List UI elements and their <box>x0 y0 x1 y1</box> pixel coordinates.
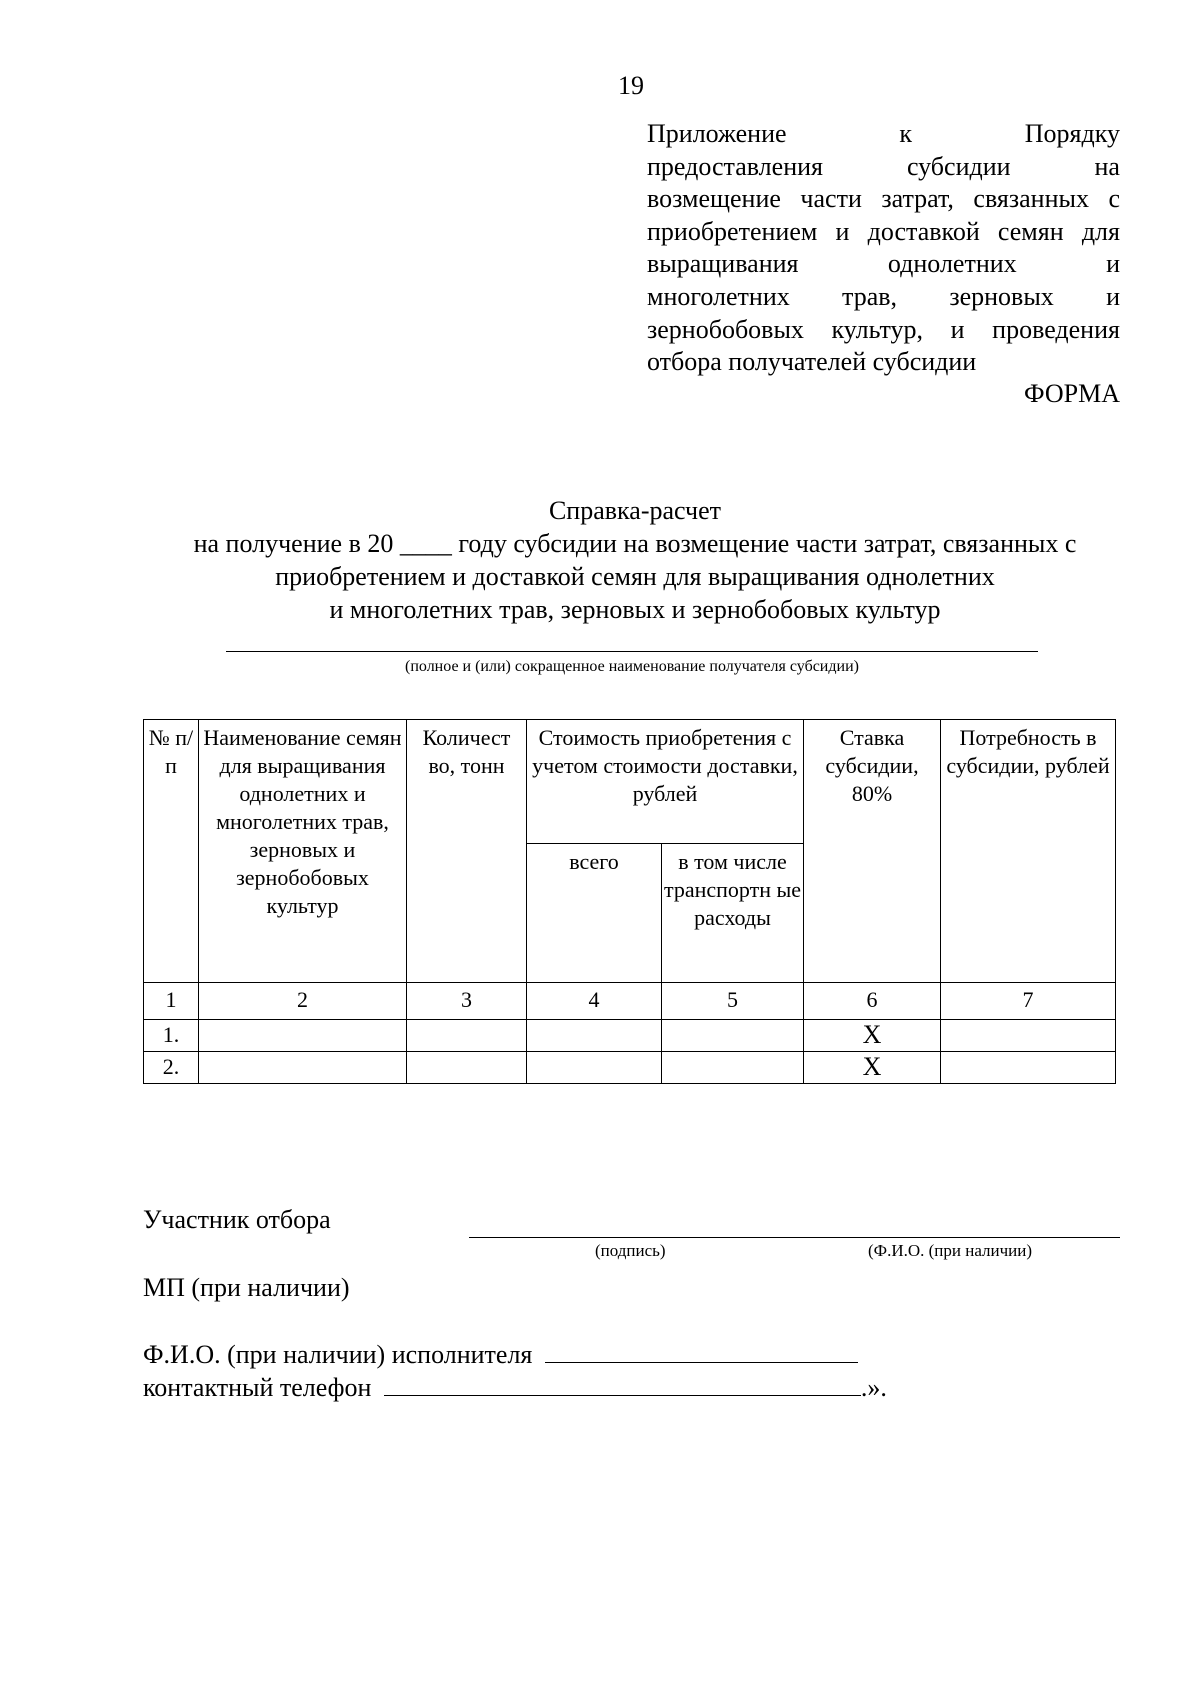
appendix-word: многолетних <box>647 281 790 311</box>
appendix-word: к <box>899 119 912 148</box>
heading-line-1: на получение в 20 ____ году субсидии на возмещение части затрат, связанных с <box>193 529 1077 558</box>
appendix-line <box>647 183 1120 216</box>
participant-label: Участник отбора <box>143 1205 331 1234</box>
header-quantity: Количест во, тонн <box>407 720 527 983</box>
appendix-word: приобретением <box>647 216 818 246</box>
quantity-cell <box>407 1020 527 1052</box>
header-cost-total: всего <box>527 844 662 983</box>
appendix-word: связанных <box>973 184 1089 214</box>
appendix-line <box>647 248 1120 281</box>
appendix-word: с <box>1108 184 1120 214</box>
form-label: ФОРМА <box>1024 379 1120 408</box>
column-number: 2 <box>199 983 407 1020</box>
seed-name-cell <box>199 1052 407 1084</box>
appendix-word: зерновых <box>949 281 1054 311</box>
column-number-row <box>144 983 1116 1020</box>
appendix-word: проведения <box>992 314 1120 344</box>
row-num: 2. <box>144 1052 199 1084</box>
need-cell <box>941 1020 1116 1052</box>
header-need: Потребность в субсидии, рублей <box>941 720 1116 983</box>
column-number: 3 <box>407 983 527 1020</box>
appendix-word: и <box>1106 281 1120 311</box>
appendix-word: возмещение <box>647 184 781 214</box>
appendix-word: затрат, <box>881 184 954 214</box>
seed-name-cell <box>199 1020 407 1052</box>
header-seed-name: Наименование семян для выращивания однолетних и многолетних трав, зерновых и зернобобовых культур <box>199 720 407 983</box>
page-number: 19 <box>618 71 644 100</box>
phone-blank <box>384 1373 861 1396</box>
appendix-word: трав, <box>842 281 898 311</box>
recipient-caption: (полное и (или) сокращенное наименование получателя субсидии) <box>405 658 859 675</box>
heading-line-3: и многолетних трав, зерновых и зернобобовых культур <box>329 595 941 624</box>
rate-cell: X <box>804 1052 941 1084</box>
column-number: 7 <box>941 983 1116 1020</box>
rate-cell: X <box>804 1020 941 1052</box>
closing-mark: .». <box>860 1373 887 1402</box>
executor-field <box>143 1339 858 1371</box>
appendix-word: семян <box>997 216 1064 246</box>
column-number: 5 <box>662 983 804 1020</box>
column-number: 6 <box>804 983 941 1020</box>
fio-caption: (Ф.И.О. (при наличии) <box>868 1241 1033 1260</box>
heading-line-2: приобретением и доставкой семян для выращивания однолетних <box>275 562 995 591</box>
header-cost: Стоимость приобретения с учетом стоимости доставки, рублей <box>527 720 804 844</box>
cost-total-cell <box>527 1052 662 1084</box>
appendix-word: части <box>800 184 862 214</box>
column-number: 4 <box>527 983 662 1020</box>
appendix-word: выращивания <box>647 249 799 279</box>
appendix-word: Приложение <box>647 119 787 148</box>
appendix-block <box>647 118 1120 379</box>
header-num: № п/п <box>144 720 199 983</box>
appendix-word: и <box>1106 249 1120 279</box>
appendix-word: на <box>1094 151 1120 181</box>
phone-label: контактный телефон <box>143 1373 372 1402</box>
appendix-word: доставкой <box>867 216 980 246</box>
appendix-line <box>647 216 1120 249</box>
row-num: 1. <box>144 1020 199 1052</box>
appendix-word: однолетних <box>887 249 1017 279</box>
document-heading <box>120 494 1150 626</box>
header-cost-transport: в том числе транспортн ые расходы <box>662 844 804 983</box>
signature-caption: (подпись) <box>595 1241 666 1260</box>
stamp-label: МП (при наличии) <box>143 1273 350 1302</box>
recipient-name-line <box>226 651 1038 652</box>
appendix-line <box>647 281 1120 314</box>
appendix-word: и <box>950 314 965 344</box>
heading-title: Справка-расчет <box>548 496 722 525</box>
signature-line <box>469 1237 1120 1238</box>
calculation-table <box>143 719 1116 1084</box>
appendix-line <box>647 314 1120 347</box>
quantity-cell <box>407 1052 527 1084</box>
appendix-last-line: отбора получателей субсидии <box>647 347 977 377</box>
appendix-word: зернобобовых <box>647 314 804 344</box>
column-number: 1 <box>144 983 199 1020</box>
table-row <box>144 1052 1116 1084</box>
cost-transport-cell <box>662 1020 804 1052</box>
cost-total-cell <box>527 1020 662 1052</box>
appendix-word: предоставления <box>647 151 823 181</box>
executor-blank <box>545 1340 858 1363</box>
appendix-word: и <box>835 216 850 246</box>
executor-label: Ф.И.О. (при наличии) исполнителя <box>143 1340 533 1369</box>
appendix-word: для <box>1081 216 1120 246</box>
header-rate: Ставка субсидии, 80% <box>804 720 941 983</box>
appendix-line <box>647 151 1120 184</box>
appendix-word: Порядку <box>1024 119 1120 148</box>
need-cell <box>941 1052 1116 1084</box>
cost-transport-cell <box>662 1052 804 1084</box>
appendix-word: субсидии <box>906 151 1011 181</box>
table-row <box>144 1020 1116 1052</box>
appendix-word: культур, <box>831 314 924 344</box>
appendix-line <box>647 118 1120 151</box>
phone-field <box>143 1372 887 1404</box>
